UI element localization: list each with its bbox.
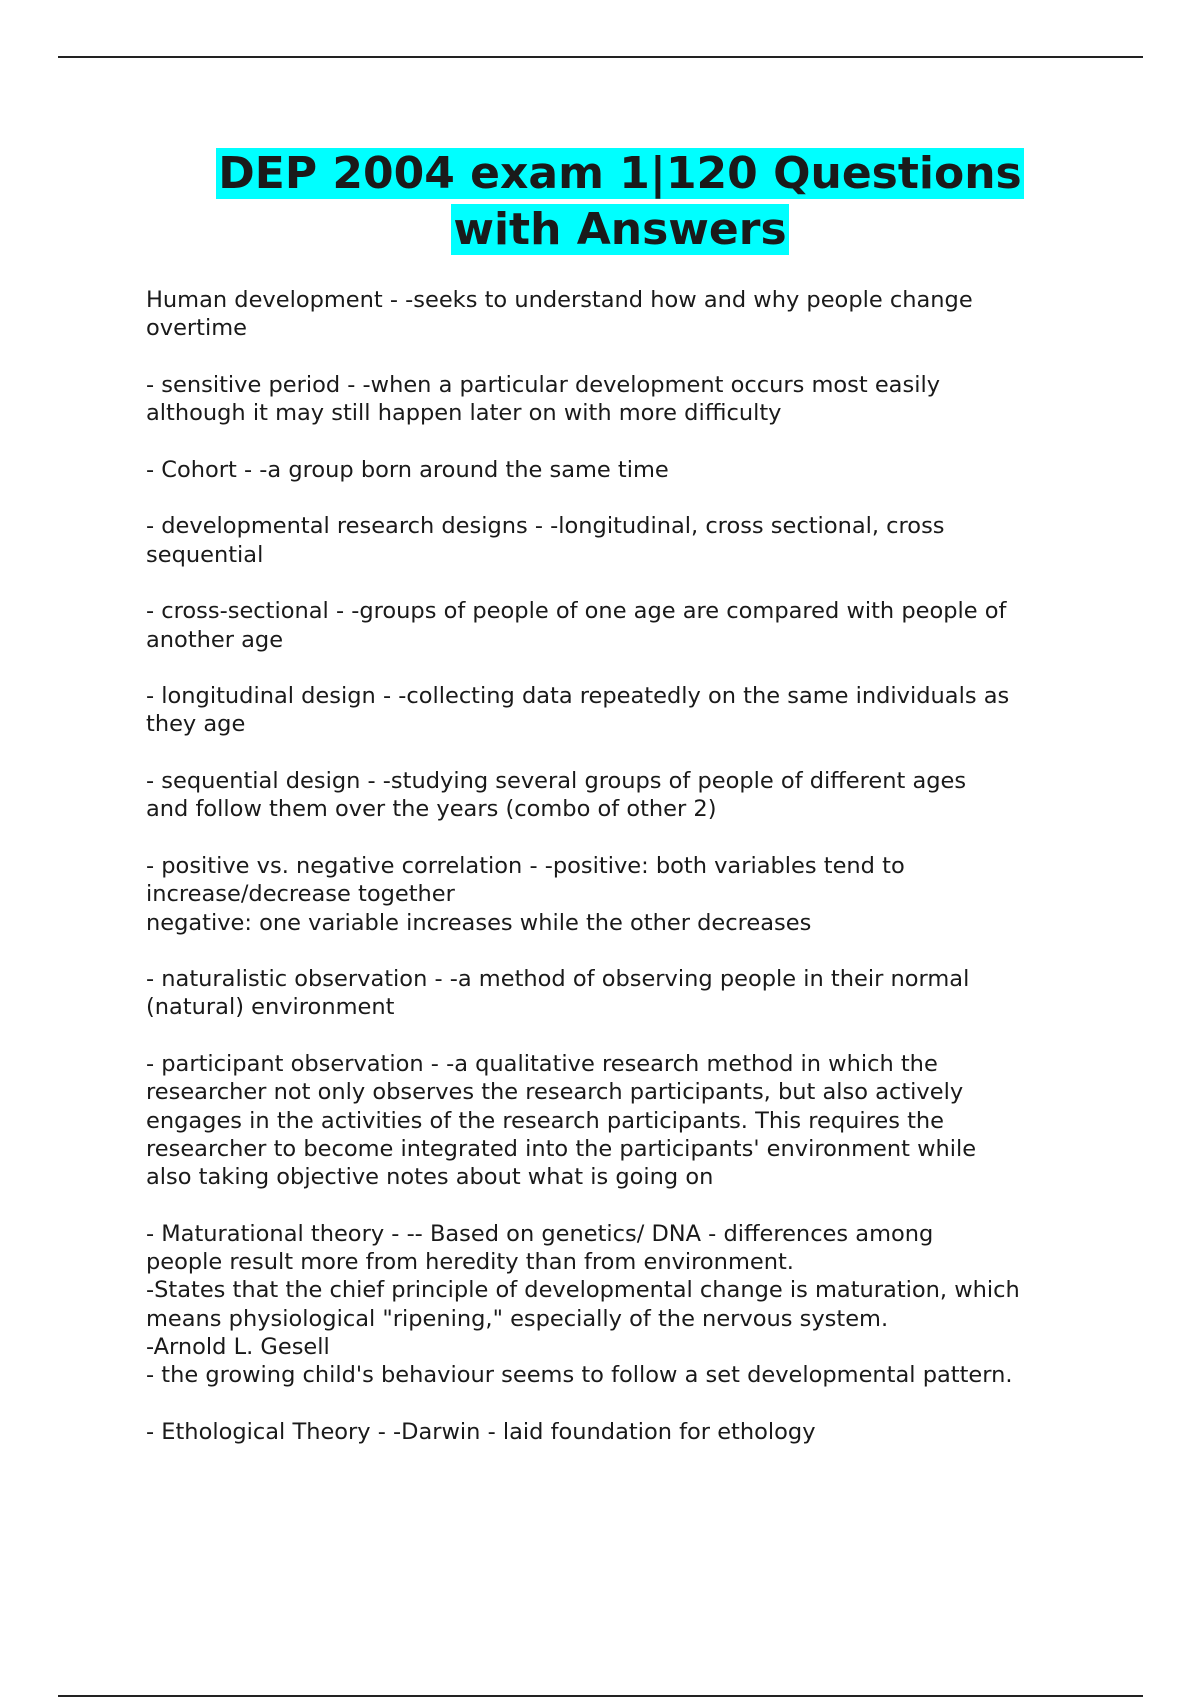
title-line-1: DEP 2004 exam 1|120 Questions [218, 148, 1022, 199]
entry-longitudinal-design: - longitudinal design - -collecting data repeatedly on the same individuals as they age [146, 683, 1010, 738]
entry-human-development: Human development - -seeks to understand how and why people change overtime [146, 287, 973, 342]
entry-sequential-design: - sequential design - -studying several groups of people of different ages and follow them over the years (combo of other 2) [146, 768, 967, 823]
entry-maturational-theory: - Maturational theory - -- Based on genetics/ DNA - differences among people result more from heredity than from environment. -States that the chief principle of developmental change is maturation, which means physiological "ripening," especially of the nervous system. -Arnold L. Gesell - the growing child's behaviour seems to follow a set developmental pattern. [146, 1220, 1020, 1389]
entry-naturalistic-observation: - naturalistic observation - -a method of observing people in their normal (natural) environment [146, 966, 970, 1021]
document-body [146, 286, 1096, 1474]
entry-developmental-research-designs: - developmental research designs - -longitudinal, cross sectional, cross sequential [146, 513, 945, 568]
entry-participant-observation: - participant observation - -a qualitative research method in which the researcher not only observes the research participants, but also actively engages in the activities of the research participants. This requires the researcher to become integrated into the participants' environment while also taking objective notes about what is going on [146, 1051, 977, 1191]
entry-sensitive-period: - sensitive period - -when a particular development occurs most easily although it may still happen later on with more difficulty [146, 371, 941, 427]
document-title [120, 146, 1120, 258]
entry-correlation: - positive vs. negative correlation - -positive: both variables tend to increase/decrease together negative: one variable increases while the other decreases [146, 852, 905, 936]
entry-ethological-theory: - Ethological Theory - -Darwin - laid foundation for ethology [146, 1418, 816, 1445]
top-rule [58, 56, 1143, 58]
bottom-rule [58, 1695, 1143, 1697]
entry-cross-sectional: - cross-sectional - -groups of people of one age are compared with people of another age [146, 598, 1007, 653]
title-line-2: with Answers [453, 204, 787, 255]
entry-cohort: - Cohort - -a group born around the same time [146, 456, 669, 483]
